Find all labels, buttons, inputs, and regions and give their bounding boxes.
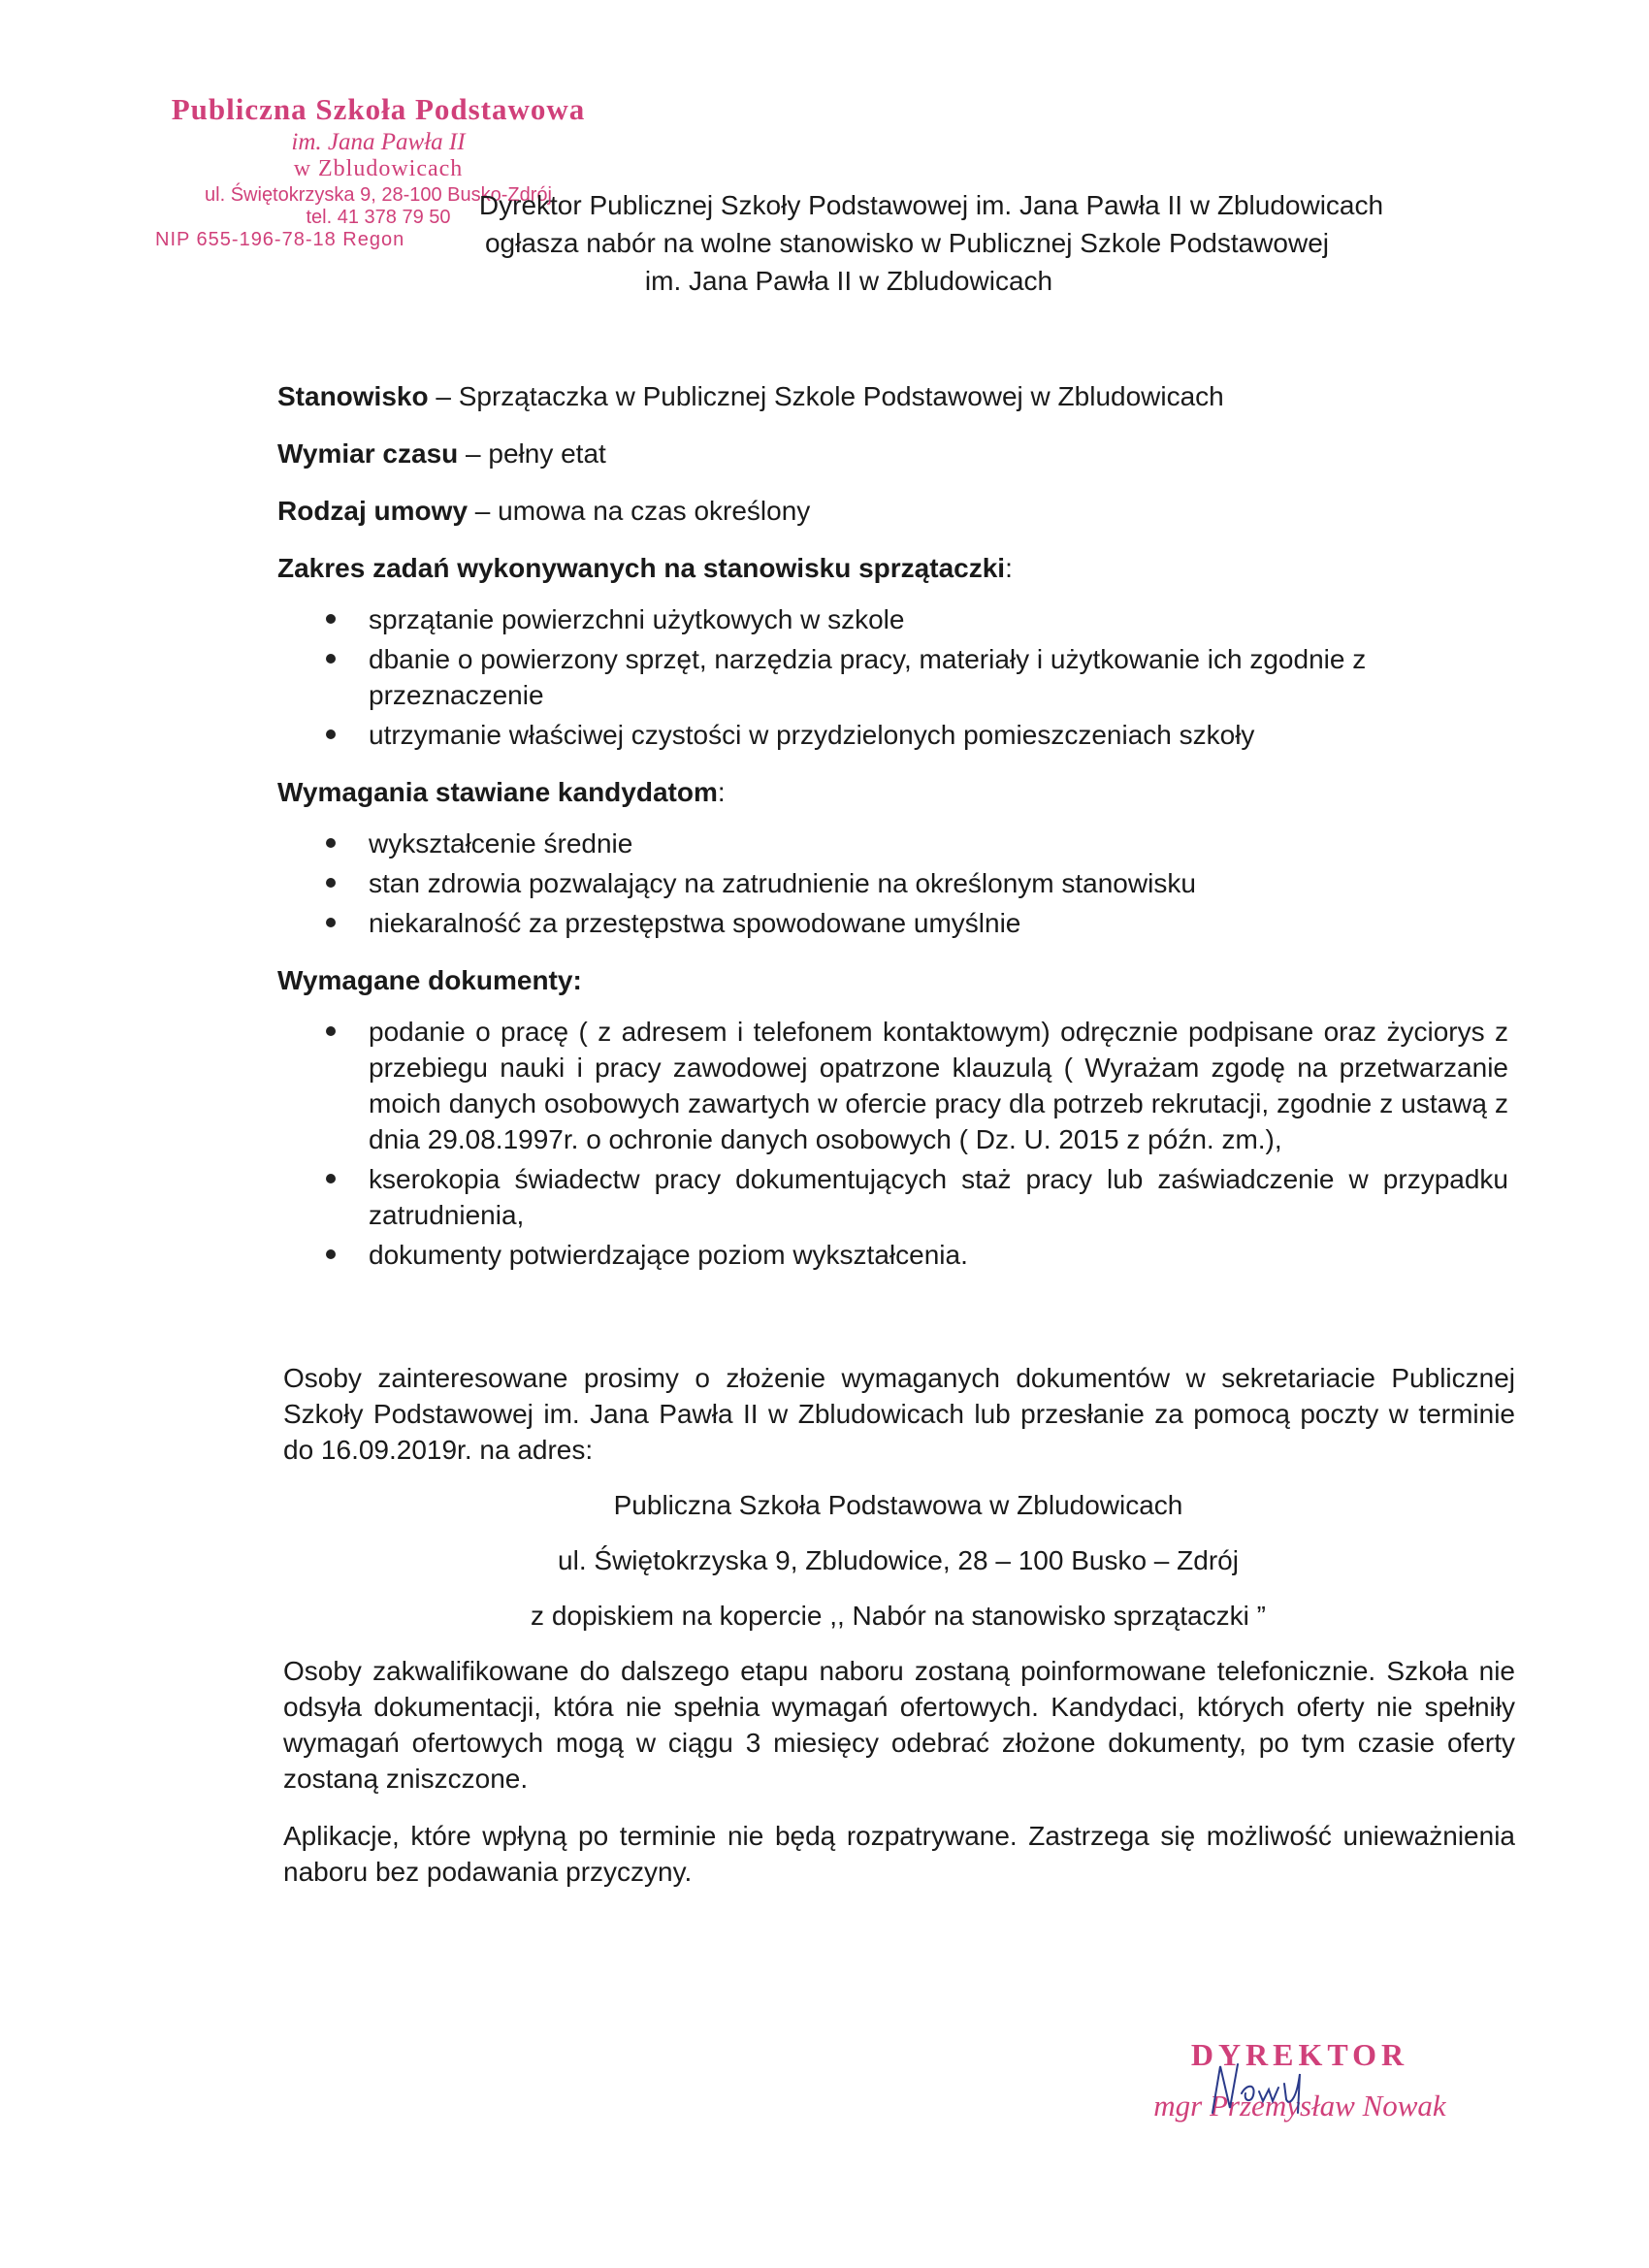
bullet-icon [326,614,336,624]
bullet-icon [326,1249,336,1259]
position-row [277,378,1519,414]
stamp-address: ul. Świętokrzyska 9, 28-100 Busko-Zdrój [205,184,552,206]
time-label: Wymiar czasu [277,438,459,469]
header-line-2: ogłasza nabór na wolne stanowisko w Publicznej Szkole Podstawowej [484,228,1330,258]
list-item: stan zdrowia pozwalający na zatrudnienie na określonym stanowisku [326,865,1519,901]
list-item: dbanie o powierzony sprzęt, narzędzia pracy, materiały i użytkowanie ich zgodnie z przeznaczenie [326,641,1519,713]
bullet-icon [326,729,336,739]
time-value: – pełny etat [458,438,606,469]
document-body [277,378,1519,1890]
list-item: kserokopia świadectw pracy dokumentujących staż pracy lub zaświadczenie w przypadku zatrudnienia, [326,1161,1519,1233]
late-applications-notice: Aplikacje, które wpłyną po terminie nie będą rozpatrywane. Zastrzega się możliwość unieważnienia naboru bez podawania przyczyny. [283,1821,1515,1887]
application-instructions: Osoby zainteresowane prosimy o złożenie wymaganych dokumentów w sekretariacie Publicznej Szkoły Podstawowej im. Jana Pawła II w Zbludowicach lub przesłanie za pomocą poczty w terminie do 16.09.2019r. na adres: [283,1363,1515,1465]
bullet-icon [326,918,336,927]
time-row [277,436,1519,471]
position-label: Stanowisko [277,381,429,411]
requirements-heading: Wymagania stawiane kandydatom: [277,777,726,807]
documents-title: Wymagane dokumenty: [277,965,582,995]
stamp-patron: im. Jana Pawła II [291,129,466,155]
list-item: niekaralność za przestępstwa spowodowane umyślnie [326,905,1519,941]
address-line-2: ul. Świętokrzyska 9, Zbludowice, 28 – 100 Busko – Zdrój [558,1545,1239,1575]
stamp-school-name: Publiczna Szkoła Podstawowa [171,92,586,126]
position-value: – Sprzątaczka w Publicznej Szkole Podstawowej w Zbludowicach [428,381,1224,411]
bullet-icon [326,1174,336,1183]
requirements-title: Wymagania stawiane kandydatom [277,777,718,807]
director-name: mgr Przemysław Nowak [1153,2089,1446,2122]
qualification-notice: Osoby zakwalifikowane do dalszego etapu naboru zostaną poinformowane telefonicznie. Szkoła nie odsyła dokumentacji, która nie spełnia wymagań ofertowych. Kandydaci, których oferty nie spełniły wymagań ofertowych mogą w ciągu 3 miesięcy odebrać złożone dokumenty, po tym czasie oferty zostaną zniszczone. [283,1656,1515,1794]
director-title: DYREKTOR [1190,2037,1409,2072]
header-line-3: im. Jana Pawła II w Zbludowicach [644,266,1053,296]
requirements-list [277,826,1519,941]
bullet-icon [326,1026,336,1036]
bullet-icon [326,838,336,848]
duties-title: Zakres zadań wykonywanych na stanowisku sprzątaczki [277,553,1006,583]
address-line-1: Publiczna Szkoła Podstawowa w Zbludowicach [613,1490,1183,1520]
contract-label: Rodzaj umowy [277,496,469,526]
list-item: dokumenty potwierdzające poziom wykształcenia. [326,1237,1519,1273]
list-item: wykształcenie średnie [326,826,1519,861]
documents-list [277,1014,1519,1273]
bullet-icon [326,878,336,888]
contract-value: – umowa na czas określony [468,496,811,526]
list-item: podanie o pracę ( z adresem i telefonem kontaktowym) odręcznie podpisane oraz życiorys z przebiegu nauki i pracy zawodowej opatrzone klauzulą ( Wyrażam zgodę na przetwarzanie moich danych osobowych zawartych w ofercie pracy dla potrzeb rekrutacji, zgodnie z ustawą z dnia 29.08.1997r. o ochronie danych osobowych ( Dz. U. 2015 z późn. zm.), [326,1014,1519,1157]
stamp-phone: tel. 41 378 79 50 [306,207,451,228]
list-item: sprzątanie powierzchni użytkowych w szkole [326,601,1519,637]
address-line-3: z dopiskiem na kopercie ,, Nabór na stanowisko sprzątaczki ” [531,1601,1266,1631]
handwritten-signature [1203,2055,1319,2122]
header-line-1: Dyrektor Publicznej Szkoły Podstawowej im. Jana Pawła II w Zbludowicach [478,190,1384,220]
contract-row [277,493,1519,529]
duties-list [277,601,1519,753]
stamp-nip: NIP 655-196-78-18 Regon [155,229,405,250]
stamp-location: w Zbludowicach [293,156,464,181]
bullet-icon [326,654,336,664]
list-item: utrzymanie właściwej czystości w przydzielonych pomieszczeniach szkoły [326,717,1519,753]
document-header [291,186,1406,300]
duties-heading: Zakres zadań wykonywanych na stanowisku sprzątaczki: [277,553,1013,583]
documents-heading [277,962,1519,998]
